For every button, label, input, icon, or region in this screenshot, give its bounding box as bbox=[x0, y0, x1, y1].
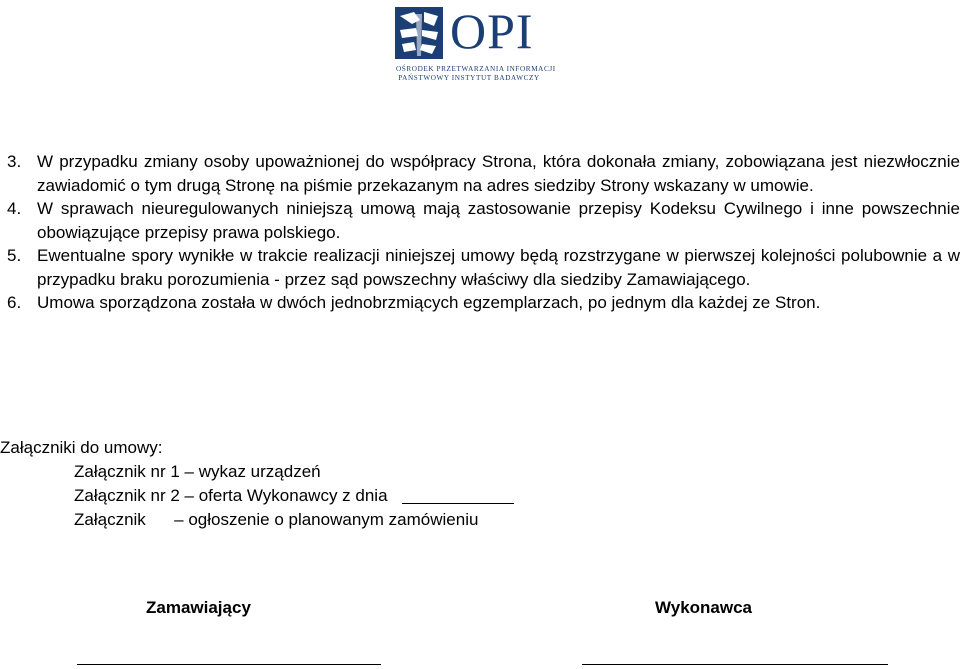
contract-clauses bbox=[7, 150, 960, 315]
date-blank-line bbox=[402, 486, 514, 504]
clause-number: 4. bbox=[7, 199, 22, 218]
annex-item-2 bbox=[74, 484, 514, 508]
clause-number: 5. bbox=[7, 246, 22, 265]
annex-item-2-text: Załącznik nr 2 – oferta Wykonawcy z dnia bbox=[74, 486, 388, 505]
opi-emblem-icon bbox=[394, 6, 444, 62]
clause-text: Ewentualne spory wynikłe w trakcie realizacji niniejszej umowy będą rozstrzygane w pierwszej kolejności polubownie a w przypadku braku porozumienia - przez sąd powszechny właściwy dla siedziby Zamawiającego. bbox=[37, 246, 960, 289]
clause-5 bbox=[7, 244, 960, 291]
logo-tagline-1: OŚRODEK PRZETWARZANIA INFORMACJI bbox=[396, 65, 556, 73]
clause-text: W sprawach nieuregulowanych niniejszą umową mają zastosowanie przepisy Kodeksu Cywilnego i inne powszechnie obowiązujące przepisy prawa polskiego. bbox=[37, 199, 960, 242]
opi-logo bbox=[394, 3, 556, 82]
clause-3 bbox=[7, 150, 960, 197]
signature-line-ordering-party bbox=[77, 664, 381, 665]
signature-label-ordering-party: Zamawiający bbox=[146, 598, 251, 617]
annex-heading: Załączniki do umowy: bbox=[0, 438, 163, 457]
clause-text: Umowa sporządzona została w dwóch jednobrzmiących egzemplarzach, po jednym dla każdej ze Stron. bbox=[37, 293, 821, 312]
signature-label-contractor: Wykonawca bbox=[655, 598, 753, 617]
clause-number: 6. bbox=[7, 293, 22, 312]
clause-4 bbox=[7, 197, 960, 244]
clause-number: 3. bbox=[7, 152, 22, 171]
logo-tagline-2: PAŃSTWOWY INSTYTUT BADAWCZY bbox=[398, 74, 540, 82]
clause-6 bbox=[7, 291, 960, 315]
annex-item-3: Załącznik – ogłoszenie o planowanym zamówieniu bbox=[74, 510, 479, 529]
annex-item-1: Załącznik nr 1 – wykaz urządzeń bbox=[74, 462, 321, 481]
clause-text: W przypadku zmiany osoby upoważnionej do współpracy Strona, która dokonała zmiany, zobowiązana jest niezwłocznie zawiadomić o tym drugą Stronę na piśmie przekazanym na adres siedziby Strony wskazany w umowie. bbox=[37, 152, 960, 195]
logo-wordmark: OPI bbox=[450, 3, 534, 59]
signature-line-contractor bbox=[582, 664, 888, 665]
